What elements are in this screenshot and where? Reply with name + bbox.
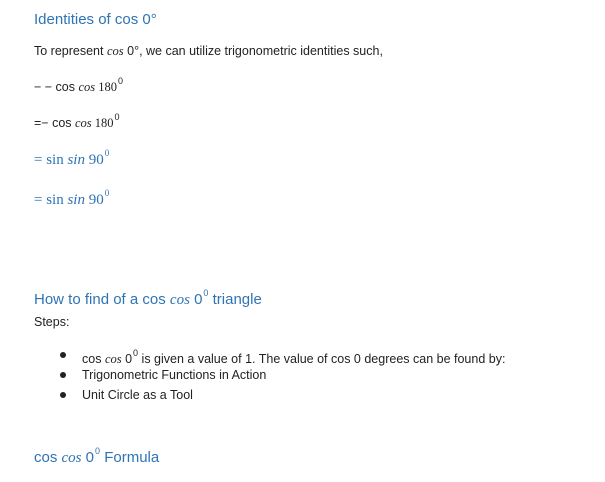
bullet-icon: [60, 392, 66, 398]
equation-line-2: [34, 114, 120, 131]
steps-list: [56, 345, 505, 405]
step2-text: Trigonometric Functions in Action: [82, 368, 267, 382]
step1-sup: 0: [133, 348, 139, 358]
list-item: [56, 365, 505, 385]
eq2-sup: 0: [114, 112, 120, 122]
eq4-lead: = sin: [34, 192, 68, 208]
section-heading-identities: Identities of cos 0°: [34, 11, 157, 28]
heading3-arg: 0: [81, 449, 95, 466]
heading2-suffix: triangle: [208, 291, 262, 308]
eq3-sup: 0: [104, 148, 110, 158]
heading2-sup: 0: [203, 288, 209, 298]
list-item: [56, 385, 505, 405]
step1-prefix: cos: [82, 352, 105, 367]
section-heading-how-to-find: [34, 290, 262, 309]
intro-cos: cos: [106, 44, 124, 58]
heading3-fn: cos: [61, 450, 82, 466]
eq1-fn: cos: [78, 80, 96, 95]
step1-arg: 0: [121, 352, 133, 367]
heading2-arg: 0: [189, 291, 203, 308]
steps-label: Steps:: [34, 315, 70, 329]
list-item: [56, 345, 505, 365]
intro-paragraph: [34, 44, 383, 59]
equation-line-1: [34, 78, 123, 95]
step1-fn: cos: [104, 352, 122, 367]
eq3-lead: = sin: [34, 152, 68, 168]
bullet-icon: [60, 352, 66, 358]
equation-line-3: [34, 150, 109, 169]
eq2-fn: cos: [75, 116, 92, 131]
step3-text: Unit Circle as a Tool: [82, 388, 193, 402]
eq3-fn: sin: [67, 152, 85, 168]
section-heading-formula: [34, 448, 159, 467]
eq4-sup: 0: [104, 188, 110, 198]
eq2-lead: =− cos: [34, 116, 75, 131]
eq1-sup: 0: [118, 76, 124, 86]
heading3-prefix: cos: [34, 449, 62, 466]
eq1-lead: − − cos: [34, 80, 79, 95]
heading3-suffix: Formula: [100, 449, 160, 466]
eq1-arg: 180: [95, 80, 118, 95]
bullet-icon: [60, 372, 66, 378]
heading2-fn: cos: [169, 292, 190, 308]
eq4-arg: 90: [84, 192, 104, 208]
eq2-arg: 180: [91, 116, 114, 131]
heading3-sup: 0: [95, 446, 101, 456]
eq3-arg: 90: [84, 152, 104, 168]
heading2-prefix: How to find of a cos: [34, 291, 170, 308]
equation-line-4: [34, 190, 109, 209]
intro-prefix: To represent: [34, 44, 107, 58]
step1-suffix: is given a value of 1. The value of cos 0 degrees can be found by:: [138, 352, 506, 367]
intro-suffix: 0°, we can utilize trigonometric identities such,: [123, 44, 383, 58]
eq4-fn: sin: [67, 192, 85, 208]
